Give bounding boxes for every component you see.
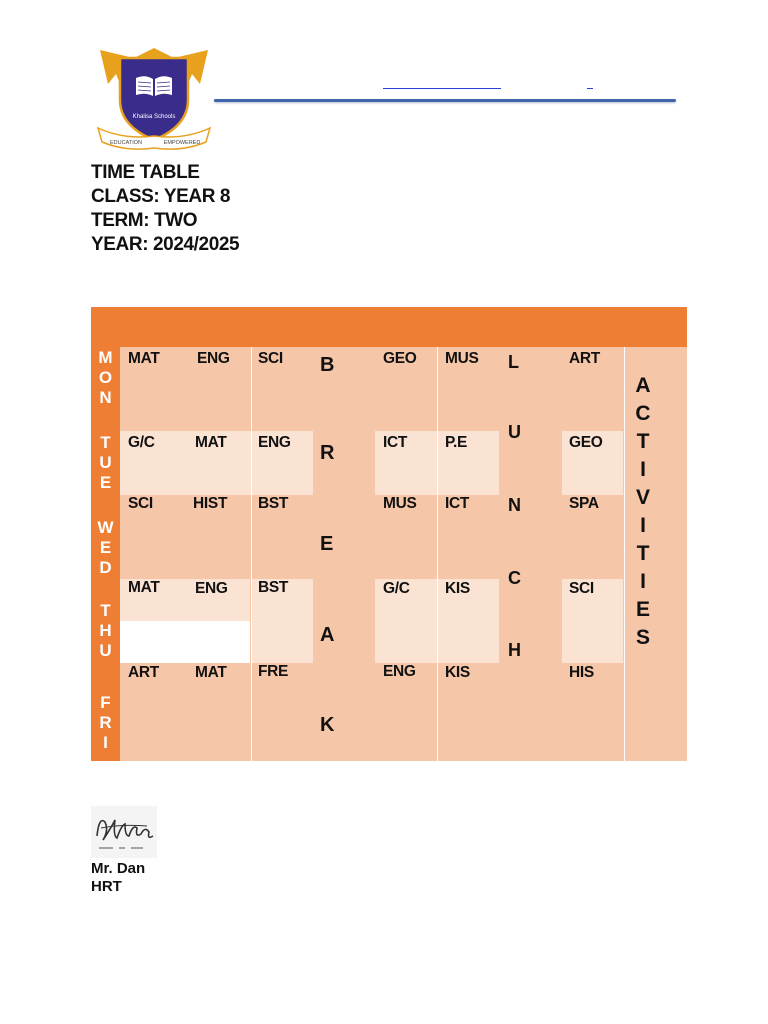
day-letter: I xyxy=(103,733,108,752)
subject-cell: HIST xyxy=(193,495,228,512)
day-letter: F xyxy=(100,693,111,712)
page-title: TIME TABLE xyxy=(91,162,200,183)
subject-cell: BST xyxy=(258,495,289,512)
break-letter: R xyxy=(320,442,335,464)
day-letter: R xyxy=(99,713,112,732)
subject-cell: ENG xyxy=(195,580,228,597)
header-dash xyxy=(587,88,593,89)
day-letter: N xyxy=(99,388,112,407)
timetable-grid xyxy=(91,307,687,761)
subject-cell: MAT xyxy=(195,664,227,681)
lunch-letter: H xyxy=(508,640,521,660)
subject-cell: G/C xyxy=(128,434,155,451)
subject-cell: HIS xyxy=(569,664,594,681)
subject-cell: SCI xyxy=(128,495,153,512)
activities-letter: C xyxy=(635,402,651,425)
day-letter: T xyxy=(100,433,111,452)
day-letter: U xyxy=(99,641,112,660)
subject-cell: KIS xyxy=(445,664,470,681)
activities-letter: A xyxy=(635,374,651,397)
teacher-block xyxy=(91,860,145,896)
day-letter: W xyxy=(97,518,114,537)
activities-letter: T xyxy=(636,430,650,453)
teacher-role: HRT xyxy=(91,878,122,895)
subject-cell: ART xyxy=(128,664,159,681)
subject-cell: ENG xyxy=(383,663,416,680)
subject-cell: MUS xyxy=(445,350,479,367)
lunch-letter: U xyxy=(508,422,521,442)
subject-cell: MUS xyxy=(383,495,417,512)
timetable-header-row xyxy=(91,307,687,347)
teacher-name: Mr. Dan xyxy=(91,860,146,877)
header-divider xyxy=(214,99,676,102)
subject-cell: FRE xyxy=(258,663,289,680)
day-letter: E xyxy=(99,538,112,557)
logo-school-name: Khalisa Schools xyxy=(132,114,176,120)
subject-cell: ENG xyxy=(258,434,291,451)
activities-letter: V xyxy=(635,486,650,509)
term-line: TERM: TWO xyxy=(91,210,198,231)
break-letter: A xyxy=(320,624,335,646)
break-letter: B xyxy=(320,354,335,376)
day-letter: E xyxy=(99,473,112,492)
col-divider xyxy=(437,347,438,761)
activities-letter: S xyxy=(635,626,650,649)
subject-cell: SCI xyxy=(569,580,594,597)
subject-cell: BST xyxy=(258,579,289,596)
break-letter: E xyxy=(320,533,334,555)
subject-cell: SPA xyxy=(569,495,599,512)
subject-cell: ICT xyxy=(383,434,408,451)
lunch-letter: L xyxy=(508,352,519,372)
day-letter: M xyxy=(98,348,113,367)
subject-cell: P.E xyxy=(445,434,468,451)
lunch-letter: C xyxy=(508,568,521,588)
teacher-signature xyxy=(91,806,157,858)
subject-cell: SCI xyxy=(258,350,283,367)
activities-letter: E xyxy=(635,598,650,621)
subject-cell: ART xyxy=(569,350,600,367)
subject-cell: ENG xyxy=(197,350,230,367)
subject-cell: KIS xyxy=(445,580,470,597)
school-crest-logo xyxy=(94,44,214,156)
activities-letter: I xyxy=(640,458,646,481)
subject-cell: MAT xyxy=(195,434,227,451)
subject-cell: MAT xyxy=(128,350,160,367)
activities-letter: I xyxy=(640,514,646,537)
day-letter: D xyxy=(99,558,112,577)
logo-motto-right: EMPOWERED xyxy=(163,140,201,146)
subject-cell: GEO xyxy=(569,434,603,451)
header-link-underline[interactable] xyxy=(383,88,501,89)
break-letter: K xyxy=(320,714,335,736)
subject-cell: MAT xyxy=(128,579,160,596)
subject-cell: G/C xyxy=(383,580,410,597)
subject-cell: ICT xyxy=(445,495,470,512)
cell-bg-thu-blank xyxy=(120,621,250,663)
lunch-letter: N xyxy=(508,495,521,515)
day-letter: U xyxy=(99,453,112,472)
subject-cell: GEO xyxy=(383,350,417,367)
day-letter: O xyxy=(98,368,113,387)
timetable-info xyxy=(91,161,239,257)
year-line: YEAR: 2024/2025 xyxy=(91,234,240,255)
day-letter: H xyxy=(99,621,112,640)
col-divider xyxy=(251,347,252,761)
col-divider xyxy=(624,347,625,761)
activities-letter: T xyxy=(636,542,650,565)
day-letter: T xyxy=(100,601,111,620)
activities-letter: I xyxy=(640,570,646,593)
class-line: CLASS: YEAR 8 xyxy=(91,186,231,207)
logo-motto-left: EDUCATION xyxy=(110,140,142,146)
